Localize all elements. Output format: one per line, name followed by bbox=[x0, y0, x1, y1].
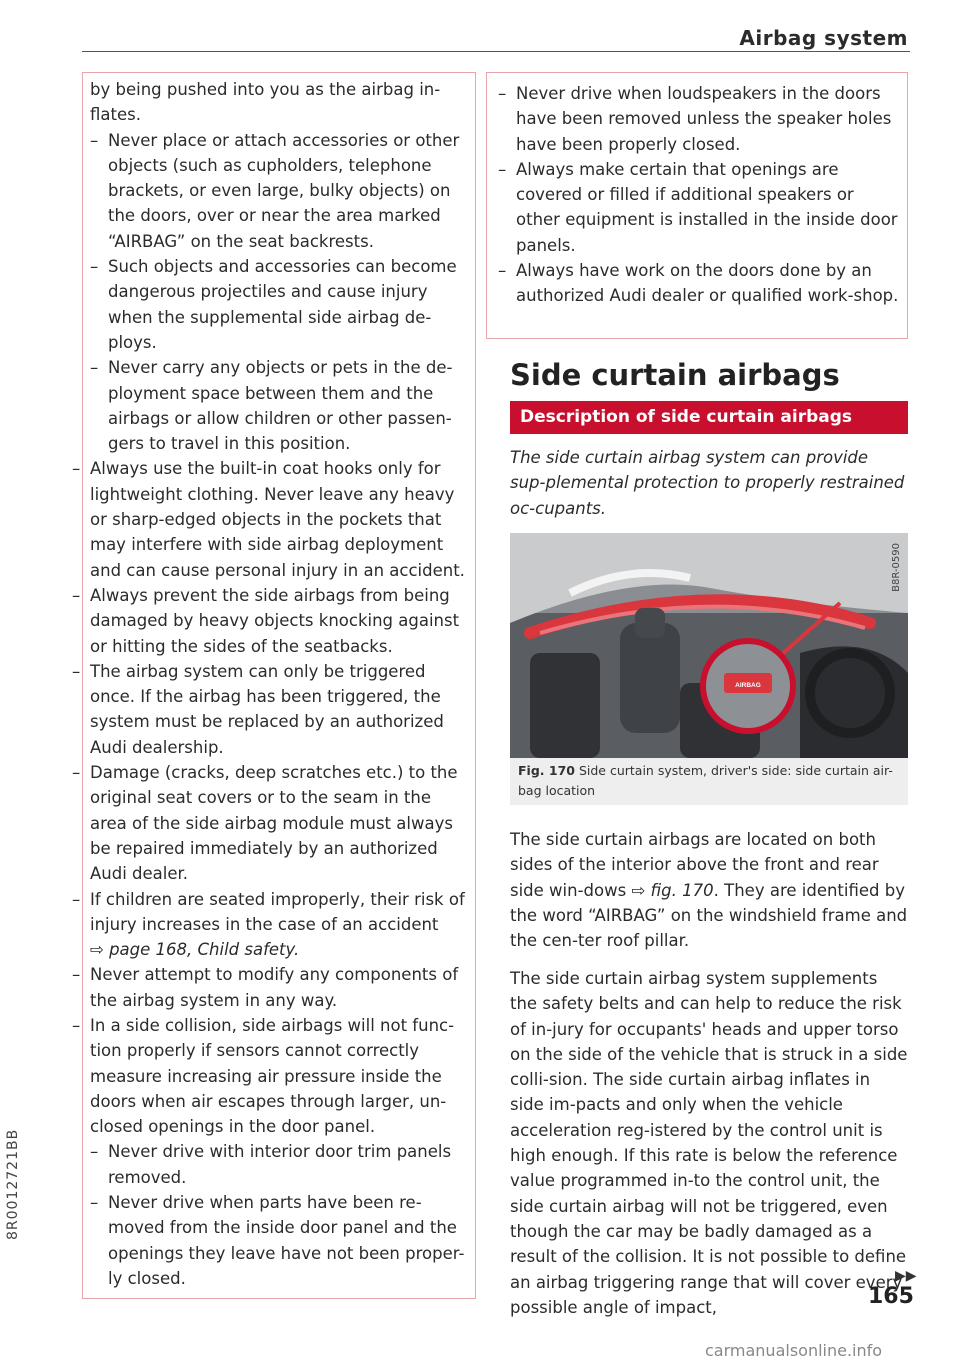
page-header-title: Airbag system bbox=[739, 26, 908, 50]
figure-caption bbox=[518, 761, 902, 801]
continue-arrow-icon: ▶▶ bbox=[895, 1268, 917, 1284]
body-paragraph-2: The side curtain airbag system supplements the safety belts and can help to reduce the risk of in-jury for occupants' heads and upper torso on the side of the vehicle that is struck in a side colli-sion. The side curtain airbag inflates in side im-pacts and only when the vehicle acceleration reg-istered by the control unit is high enough. If this rate is below the reference value programmed in-to the control unit, the side curtain airbag will not be triggered, even though the car may be badly damaged as a result of the collision. It is not possible to define an airbag triggering range that will cover every possible angle of impact, bbox=[510, 969, 908, 1317]
warning-item: – The airbag system can only be triggered once. If the airbag has been triggered, the system must be replaced by an authorized Audi dealership. bbox=[72, 661, 444, 757]
warning-item: – Never place or attach accessories or other objects (such as cupholders, telephone brackets, or even large, bulky objects) on the doors, over or near the area marked “AIRBAG” on the seat backrests. bbox=[90, 130, 460, 251]
warning-item: – Never drive with interior door trim panels removed. bbox=[90, 1142, 452, 1187]
warning-item: – Never attempt to modify any components of the airbag system in any way. bbox=[72, 965, 459, 1010]
document-code: 8R0012721BB bbox=[5, 1128, 21, 1240]
warning-item: – Never drive when parts have been re-moved from the inside door panel and the openings they leave have not been proper-ly closed. bbox=[90, 1193, 465, 1288]
warning-list-left bbox=[72, 77, 468, 1291]
figure-170 bbox=[510, 533, 908, 805]
intro-text: The side curtain airbag system can provide sup-plemental protection to properly restrained oc-cupants. bbox=[510, 448, 905, 518]
warning-item: by being pushed into you as the airbag in-flates. bbox=[90, 80, 441, 125]
body-paragraph-1: The side curtain airbags are located on both sides of the interior above the front and rear side win-dows ⇨ fig. 170. They are identified by the word “AIRBAG” on the windshield frame and the cen-ter roof pillar. bbox=[510, 830, 908, 951]
warning-item: – Always prevent the side airbags from being damaged by heavy objects knocking against or hitting the sides of the seatbacks. bbox=[72, 585, 460, 656]
warning-item: – Such objects and accessories can become dangerous projectiles and cause injury when the supplemental side airbag de-ploys. bbox=[90, 257, 457, 352]
warning-item: – In a side collision, side airbags will not func-tion properly if sensors cannot correctly measure increasing air pressure inside the doors when air escapes through larger, un-closed openings in the door panel. bbox=[72, 1015, 455, 1137]
child-safety-link[interactable]: ⇨ page 168, Child safety. bbox=[90, 940, 300, 960]
figure-code: B8R-0590 bbox=[891, 543, 902, 592]
warning-item: – If children are seated improperly, their risk of injury increases in the case of an accident ⇨ page 168, Child safety. bbox=[72, 889, 465, 960]
subsection-title: Description of side curtain airbags bbox=[510, 401, 908, 434]
warning-item: – Damage (cracks, deep scratches etc.) to the original seat covers or to the seam in the area of the side airbag module must always be repaired immediately by an authorized Audi dealer. bbox=[72, 763, 458, 884]
warning-item: – Never drive when loudspeakers in the doors have been removed unless the speaker holes have been properly closed. bbox=[498, 84, 892, 154]
watermark: carmanualsonline.info bbox=[705, 1341, 883, 1360]
figure-label: Fig. 170 bbox=[518, 763, 575, 778]
header-rule bbox=[82, 51, 910, 52]
warning-item: – Always use the built-in coat hooks only for lightweight clothing. Never leave any heavy or sharp-edged objects in the pockets that may interfere with side airbag deployment and can cause personal injury in an accident. bbox=[72, 459, 465, 580]
section-title: Side curtain airbags bbox=[510, 358, 840, 392]
airbag-badge-text: AIRBAG bbox=[735, 682, 761, 689]
warning-item: – Always make certain that openings are covered or filled if additional speakers or other equipment is installed in the inside door panels. bbox=[498, 159, 898, 255]
side-curtain-airbag-illustration bbox=[510, 533, 908, 758]
warning-list-right bbox=[498, 81, 900, 309]
figure-caption-text: Side curtain system, driver's side: side curtain air-bag location bbox=[518, 763, 893, 798]
fig-170-link[interactable]: ⇨ fig. 170 bbox=[631, 880, 714, 900]
warning-item: – Always have work on the doors done by an authorized Audi dealer or qualified work-shop. bbox=[498, 261, 899, 306]
page-number: 165 bbox=[868, 1284, 914, 1309]
warning-item: – Never carry any objects or pets in the de-ployment space between them and the airbags or allow children or other passen-gers to travel in this position. bbox=[90, 358, 453, 454]
